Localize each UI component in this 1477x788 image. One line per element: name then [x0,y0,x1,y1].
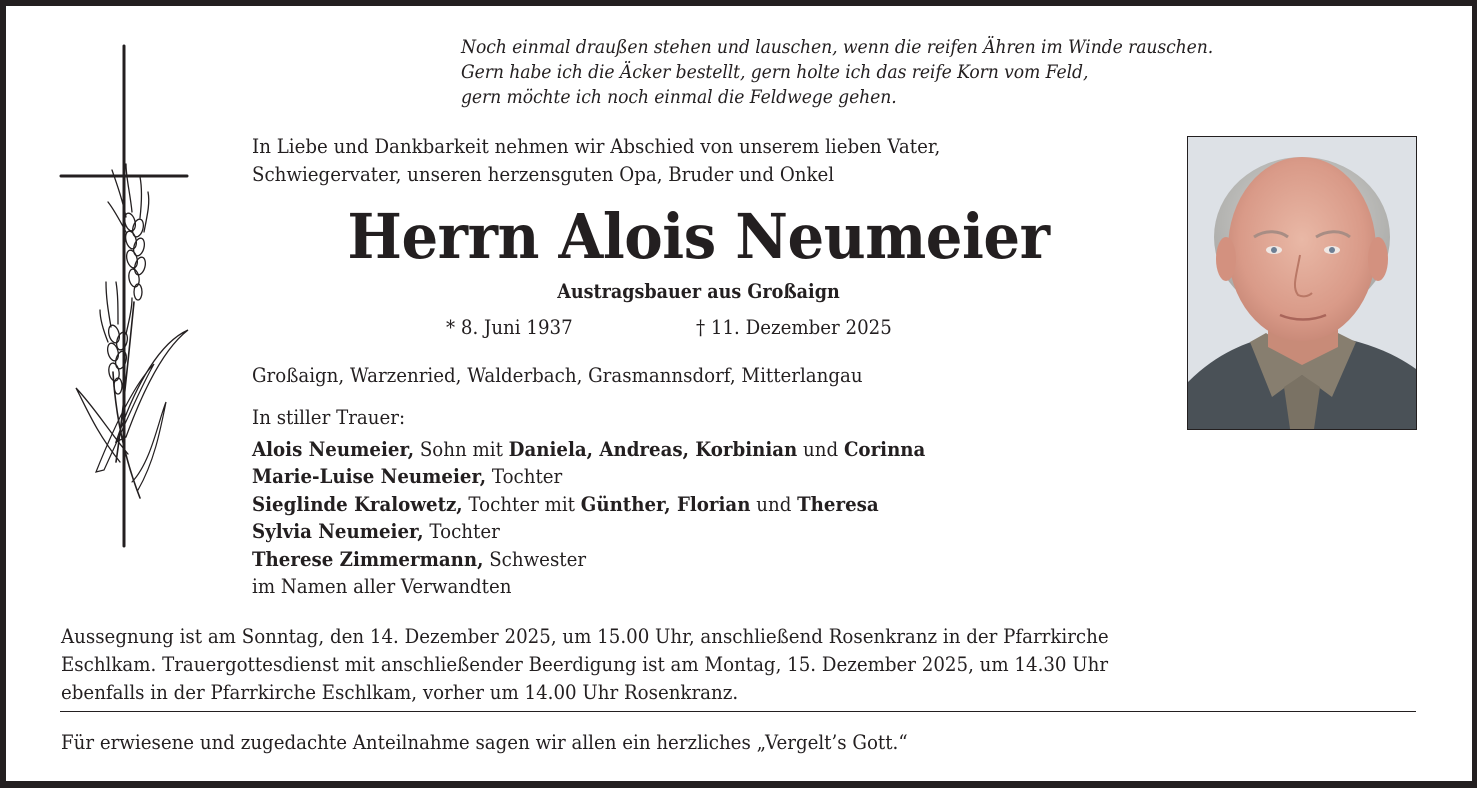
poem-line: gern möchte ich noch einmal die Feldwege gehen. [461,87,897,108]
poem-verse [461,35,1213,110]
thanks-text: Für erwiesene und zugedachte Anteilnahme sagen wir allen ein herzliches „Vergelt’s Gott.“ [61,730,908,754]
mourner-row [252,491,925,519]
intro-text [252,132,940,188]
poem-line: Gern habe ich die Äcker bestellt, gern holte ich das reife Korn vom Feld, [461,62,1089,83]
mourners-list [252,404,925,601]
mourner-row [252,436,925,464]
obituary-card [6,6,1472,781]
intro-line: Schwiegervater, unseren herzensguten Opa, Bruder und Onkel [252,162,835,186]
mourner-relation: Tochter [423,519,500,543]
mourner-relation: Tochter mit [462,491,581,516]
intro-line: In Liebe und Dankbarkeit nehmen wir Abschied von unserem lieben Vater, [252,134,941,158]
mourner-row [252,518,925,546]
divider-line [60,711,1416,712]
mourner-row [252,573,925,601]
mourner-name: Sieglinde Kralowetz, [252,491,463,516]
service-line: ebenfalls in der Pfarrkirche Eschlkam, vorher um 14.00 Uhr Rosenkranz. [61,680,739,704]
mourner-name: Therese Zimmermann, [252,546,484,571]
mourner-row [252,546,925,574]
mourner-relation: und [797,436,844,461]
mourner-name: Sylvia Neumeier, [252,519,424,543]
funeral-service-details [61,622,1426,706]
mourner-relation: Sohn mit [414,436,509,461]
deceased-occupation: Austragsbauer aus Großaign [557,280,840,303]
cross-with-wheat-icon [56,42,206,552]
mourners-heading: In stiller Trauer: [252,405,406,429]
mourner-relation: im Namen aller Verwandten [252,574,512,598]
mourner-name: Günther, Florian [580,491,751,516]
mourner-relation: Tochter [486,464,563,488]
mourner-relation: Schwester [483,546,587,571]
places-list: Großaign, Warzenried, Walderbach, Grasmannsdorf, Mitterlangau [252,363,863,387]
birth-date: * 8. Juni 1937 [446,315,573,339]
deceased-name: Herrn Alois Neumeier [347,200,1050,273]
service-line: Aussegnung ist am Sonntag, den 14. Dezember 2025, um 15.00 Uhr, anschließend Rosenkranz in der Pfarrkirche [61,624,1109,648]
mourner-name: Marie-Luise Neumeier, [252,464,487,488]
mourner-name: Alois Neumeier, [252,436,415,461]
poem-line: Noch einmal draußen stehen und lauschen, wenn die reifen Ähren im Winde rauschen. [461,37,1214,58]
mourner-row [252,463,925,491]
service-line: Eschlkam. Trauergottesdienst mit anschließender Beerdigung ist am Montag, 15. Dezember 2025, um 14.30 Uhr [61,652,1109,676]
mourner-name: Daniela, Andreas, Korbinian [508,436,798,461]
mourner-name: Theresa [797,491,879,516]
portrait-photo [1187,136,1417,430]
mourner-relation: und [750,491,798,516]
mourner-rows [252,436,925,601]
death-date: † 11. Dezember 2025 [696,315,892,339]
mourner-name: Corinna [843,436,926,461]
